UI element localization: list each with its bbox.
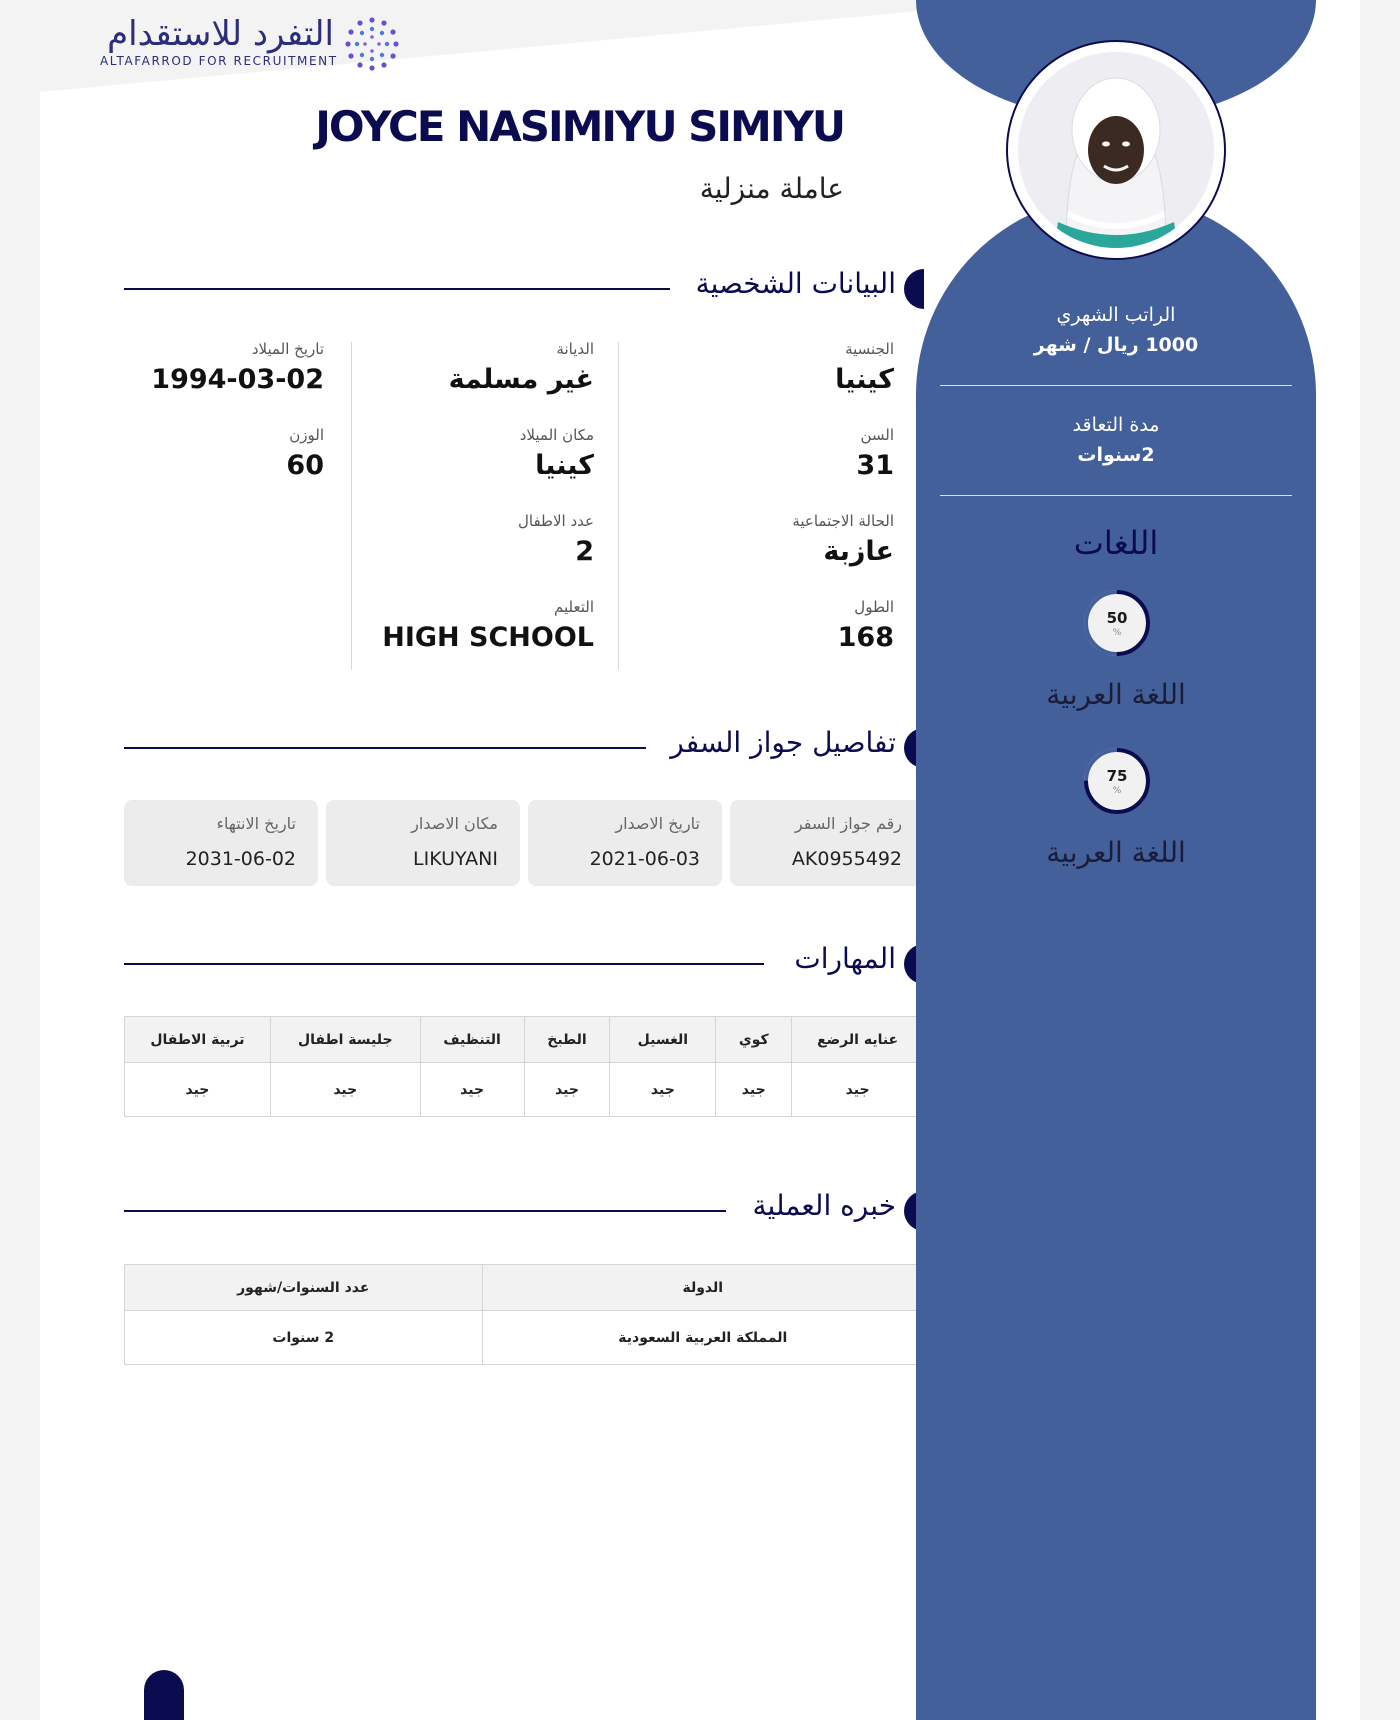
personal-column-1 [654, 340, 894, 670]
field-value: كينيا [535, 450, 594, 481]
bottom-decoration [144, 1670, 184, 1720]
age-field [654, 426, 894, 481]
card-label: تاريخ الاصدار [615, 814, 700, 833]
field-value: 31 [856, 450, 894, 481]
section-rule [124, 963, 764, 965]
gauge-percent: 50 [1106, 609, 1128, 627]
language-gauge [1081, 587, 1153, 659]
skill-header: الطبخ [524, 1017, 610, 1063]
field-value: 60 [286, 450, 324, 481]
education-field [354, 598, 594, 653]
nationality-field [654, 340, 894, 395]
worker-portrait-photo [1018, 52, 1214, 248]
section-experience-heading [124, 1189, 924, 1233]
section-title: المهارات [794, 942, 896, 975]
candidate-name: JOYCE NASIMIYU SIMIYU [315, 102, 844, 151]
language-name: اللغة العربية [1046, 678, 1186, 711]
sidebar-divider [940, 495, 1292, 496]
photo-frame [1006, 40, 1226, 260]
field-value: 2 [575, 536, 594, 567]
contract-label: مدة التعاقد [1072, 414, 1160, 436]
language-gauge [1081, 745, 1153, 817]
card-value: LIKUYANI [413, 848, 498, 870]
personal-column-2 [354, 340, 594, 670]
field-label: التعليم [554, 598, 594, 616]
logo-arabic-name: التفرد للاستقدام [107, 14, 334, 54]
column-divider [351, 342, 352, 670]
skill-rating: جيد [792, 1063, 924, 1117]
birthdate-field [84, 340, 324, 395]
gauge-percent: 75 [1106, 767, 1128, 785]
passport-number-card [730, 800, 924, 886]
weight-field [84, 426, 324, 481]
field-value: HIGH SCHOOL [382, 622, 594, 653]
card-value: 2021-06-03 [589, 848, 700, 870]
field-label: الديانة [556, 340, 594, 358]
field-value: 168 [837, 622, 894, 653]
dotted-circle-logo-icon [344, 16, 400, 72]
experience-country: المملكة العربية السعودية [482, 1311, 923, 1365]
field-label: الطول [854, 598, 894, 616]
experience-duration: 2 سنوات [125, 1311, 483, 1365]
skill-header: عنايه الرضع [792, 1017, 924, 1063]
personal-column-3 [84, 340, 324, 670]
issue-place-card [326, 800, 520, 886]
portrait-image [1018, 52, 1214, 248]
card-label: تاريخ الانتهاء [216, 814, 296, 833]
experience-header-row [125, 1265, 924, 1311]
salary-label: الراتب الشهري [1056, 304, 1176, 326]
skills-value-row [125, 1063, 924, 1117]
skill-header: التنظيف [420, 1017, 524, 1063]
religion-field [354, 340, 594, 395]
column-divider [618, 342, 619, 670]
section-title: تفاصيل جواز السفر [670, 726, 896, 759]
skill-header: الغسيل [610, 1017, 716, 1063]
logo-english-name: ALTAFARROD FOR RECRUITMENT [100, 54, 338, 68]
field-label: السن [860, 426, 894, 444]
field-label: تاريخ الميلاد [251, 340, 324, 358]
field-value: 1994-03-02 [151, 364, 324, 395]
field-label: مكان الميلاد [519, 426, 594, 444]
skill-header: تربية الاطفال [125, 1017, 271, 1063]
section-title: البيانات الشخصية [695, 267, 896, 300]
salary-value: 1000 ريال / شهر [1033, 334, 1199, 356]
languages-title: اللغات [1073, 524, 1159, 562]
job-title: عاملة منزلية [699, 172, 844, 205]
birthplace-field [354, 426, 594, 481]
skill-header: كوي [716, 1017, 792, 1063]
gauge-percent-sign: % [1112, 786, 1122, 796]
height-field [654, 598, 894, 653]
experience-table [124, 1264, 924, 1365]
field-label: الوزن [289, 426, 324, 444]
card-label: مكان الاصدار [411, 814, 498, 833]
sidebar [916, 0, 1316, 1720]
issue-date-card [528, 800, 722, 886]
section-title: خبره العملية [752, 1189, 896, 1222]
marital-status-field [654, 512, 894, 567]
section-personal-heading [124, 267, 924, 311]
field-label: عدد الاطفال [518, 512, 594, 530]
section-rule [124, 288, 670, 290]
field-value: كينيا [835, 364, 894, 395]
language-name: اللغة العربية [1046, 836, 1186, 869]
field-value: غير مسلمة [448, 364, 594, 395]
company-logo [100, 12, 400, 72]
card-value: 2031-06-02 [185, 848, 296, 870]
section-rule [124, 747, 646, 749]
expiry-date-card [124, 800, 318, 886]
section-skills-heading [124, 942, 924, 986]
skill-header: جليسة اطفال [270, 1017, 420, 1063]
skill-rating: جيد [270, 1063, 420, 1117]
contract-value: 2سنوات [1077, 444, 1155, 466]
card-label: رقم جواز السفر [794, 814, 902, 833]
experience-header: عدد السنوات/شهور [125, 1265, 483, 1311]
field-value: عازبة [823, 536, 894, 567]
section-rule [124, 1210, 726, 1212]
field-label: الحالة الاجتماعية [792, 512, 894, 530]
skills-table [124, 1016, 924, 1117]
experience-row [125, 1311, 924, 1365]
skill-rating: جيد [420, 1063, 524, 1117]
sidebar-divider [940, 385, 1292, 386]
section-passport-heading [124, 726, 924, 770]
gauge-percent-sign: % [1112, 628, 1122, 638]
card-value: AK0955492 [791, 848, 902, 870]
skill-rating: جيد [716, 1063, 792, 1117]
skills-header-row [125, 1017, 924, 1063]
skill-rating: جيد [524, 1063, 610, 1117]
skill-rating: جيد [125, 1063, 271, 1117]
skill-rating: جيد [610, 1063, 716, 1117]
experience-header: الدولة [482, 1265, 923, 1311]
children-count-field [354, 512, 594, 567]
field-label: الجنسية [845, 340, 894, 358]
